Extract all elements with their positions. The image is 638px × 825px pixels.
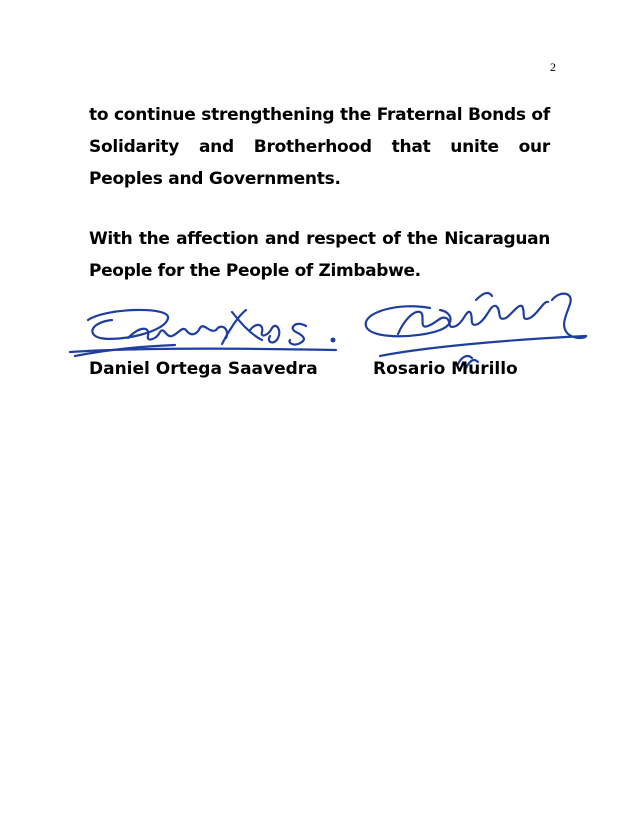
signature-rosario-murillo — [366, 293, 586, 368]
closing-paragraph: to continue strengthening the Fraternal Bonds of Solidarity and Brotherhood that unite our Peoples and Governments. — [89, 105, 550, 189]
signature-daniel-ortega — [70, 310, 336, 356]
page-number: 2 — [550, 60, 556, 74]
affection-paragraph: With the affection and respect of the Nicaraguan People for the People of Zimbabwe. — [89, 229, 550, 281]
signatory-name-rosario-murillo: Rosario Murillo — [373, 359, 518, 379]
signatory-name-daniel-ortega: Daniel Ortega Saavedra — [89, 359, 318, 379]
